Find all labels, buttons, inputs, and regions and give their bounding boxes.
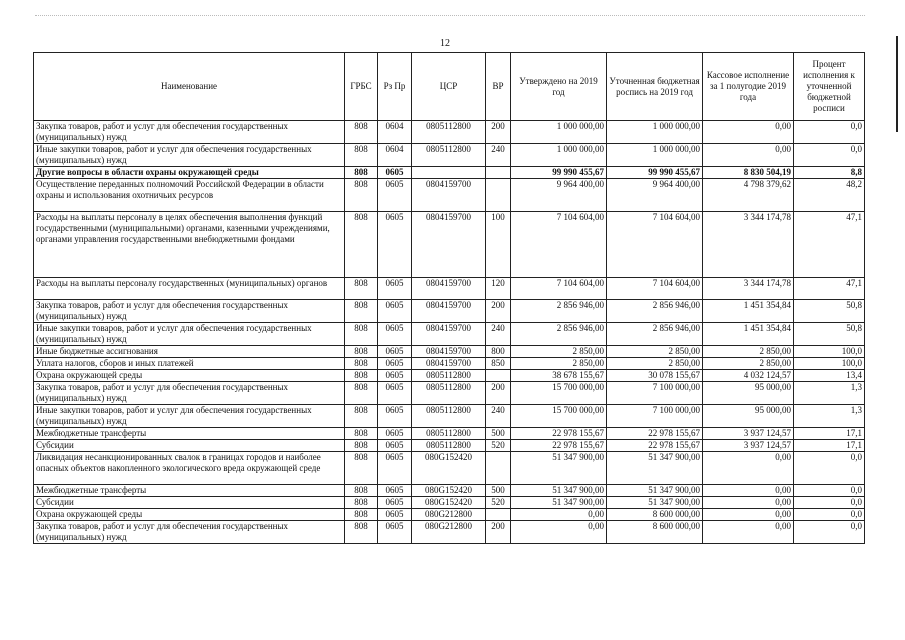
cell-cash: 95 000,00 [703, 382, 794, 405]
cell-csr: 0805112800 [412, 370, 486, 382]
page-number: 12 [440, 38, 450, 49]
table-row [34, 167, 865, 179]
cell-cash: 3 937 124,57 [703, 440, 794, 452]
budget-table [33, 52, 865, 544]
cell-percent: 47,1 [794, 212, 865, 278]
header-clarified: Уточненная бюджетная роспись на 2019 год [607, 53, 703, 121]
cell-approved: 2 850,00 [511, 358, 607, 370]
cell-percent: 0,0 [794, 521, 865, 544]
cell-clarified: 30 078 155,67 [607, 370, 703, 382]
cell-grbs: 808 [345, 440, 378, 452]
cell-rzpr: 0605 [378, 346, 412, 358]
cell-percent: 17,1 [794, 428, 865, 440]
table-row [34, 346, 865, 358]
cell-vr: 850 [486, 358, 511, 370]
cell-vr: 240 [486, 405, 511, 428]
cell-clarified: 51 347 900,00 [607, 485, 703, 497]
cell-rzpr: 0605 [378, 278, 412, 300]
cell-clarified: 7 100 000,00 [607, 405, 703, 428]
cell-rzpr: 0605 [378, 509, 412, 521]
table-row [34, 485, 865, 497]
cell-name: Межбюджетные трансферты [34, 485, 345, 497]
cell-vr: 800 [486, 346, 511, 358]
cell-csr: 080G152420 [412, 497, 486, 509]
cell-rzpr: 0605 [378, 440, 412, 452]
cell-approved: 2 850,00 [511, 346, 607, 358]
cell-grbs: 808 [345, 382, 378, 405]
cell-name: Расходы на выплаты персоналу государственных (муниципальных) органов [34, 278, 345, 300]
scan-edge-mark [896, 36, 898, 132]
cell-vr [486, 179, 511, 212]
cell-name: Закупка товаров, работ и услуг для обеспечения государственных (муниципальных) нужд [34, 121, 345, 144]
cell-percent: 1,3 [794, 382, 865, 405]
header-cash: Кассовое исполнение за 1 полугодие 2019 года [703, 53, 794, 121]
cell-grbs: 808 [345, 346, 378, 358]
table-row [34, 405, 865, 428]
cell-rzpr: 0605 [378, 521, 412, 544]
cell-clarified: 22 978 155,67 [607, 440, 703, 452]
cell-vr: 240 [486, 323, 511, 346]
cell-cash: 3 937 124,57 [703, 428, 794, 440]
cell-name: Иные бюджетные ассигнования [34, 346, 345, 358]
cell-vr: 120 [486, 278, 511, 300]
table-row [34, 428, 865, 440]
cell-percent: 0,0 [794, 452, 865, 485]
cell-rzpr: 0605 [378, 497, 412, 509]
cell-approved: 2 856 946,00 [511, 300, 607, 323]
cell-rzpr: 0605 [378, 212, 412, 278]
cell-grbs: 808 [345, 212, 378, 278]
cell-name: Охрана окружающей среды [34, 509, 345, 521]
cell-cash: 0,00 [703, 452, 794, 485]
cell-percent: 0,0 [794, 121, 865, 144]
header-name: Наименование [34, 53, 345, 121]
cell-rzpr: 0604 [378, 121, 412, 144]
cell-clarified: 7 100 000,00 [607, 382, 703, 405]
cell-clarified: 8 600 000,00 [607, 521, 703, 544]
cell-vr: 500 [486, 485, 511, 497]
cell-vr: 520 [486, 440, 511, 452]
cell-grbs: 808 [345, 497, 378, 509]
cell-cash: 95 000,00 [703, 405, 794, 428]
cell-cash: 2 850,00 [703, 346, 794, 358]
cell-vr [486, 452, 511, 485]
table-row [34, 440, 865, 452]
cell-vr: 200 [486, 300, 511, 323]
cell-csr: 080G212800 [412, 521, 486, 544]
cell-grbs: 808 [345, 521, 378, 544]
header-approved: Утверждено на 2019 год [511, 53, 607, 121]
cell-clarified: 51 347 900,00 [607, 452, 703, 485]
cell-cash: 1 451 354,84 [703, 323, 794, 346]
table-row [34, 370, 865, 382]
cell-rzpr: 0605 [378, 323, 412, 346]
cell-csr: 0805112800 [412, 428, 486, 440]
cell-percent: 100,0 [794, 346, 865, 358]
cell-clarified: 1 000 000,00 [607, 144, 703, 167]
cell-csr: 0805112800 [412, 144, 486, 167]
cell-csr: 080G152420 [412, 452, 486, 485]
header-csr: ЦСР [412, 53, 486, 121]
cell-clarified: 7 104 604,00 [607, 278, 703, 300]
table-row [34, 300, 865, 323]
cell-clarified: 22 978 155,67 [607, 428, 703, 440]
cell-name: Субсидии [34, 497, 345, 509]
cell-vr [486, 370, 511, 382]
cell-rzpr: 0605 [378, 382, 412, 405]
cell-clarified: 2 850,00 [607, 358, 703, 370]
cell-name: Закупка товаров, работ и услуг для обеспечения государственных (муниципальных) нужд [34, 521, 345, 544]
table-header-row [34, 53, 865, 121]
cell-vr: 240 [486, 144, 511, 167]
cell-grbs: 808 [345, 300, 378, 323]
cell-percent: 13,4 [794, 370, 865, 382]
cell-csr: 0804159700 [412, 212, 486, 278]
cell-cash: 0,00 [703, 144, 794, 167]
cell-rzpr: 0605 [378, 179, 412, 212]
cell-clarified: 99 990 455,67 [607, 167, 703, 179]
cell-percent: 0,0 [794, 509, 865, 521]
cell-grbs: 808 [345, 428, 378, 440]
cell-name: Иные закупки товаров, работ и услуг для обеспечения государственных (муниципальных) нужд [34, 144, 345, 167]
cell-name: Субсидии [34, 440, 345, 452]
cell-clarified: 8 600 000,00 [607, 509, 703, 521]
cell-cash: 0,00 [703, 497, 794, 509]
cell-percent: 1,3 [794, 405, 865, 428]
cell-rzpr: 0605 [378, 358, 412, 370]
cell-rzpr: 0605 [378, 300, 412, 323]
cell-rzpr: 0605 [378, 428, 412, 440]
cell-cash: 0,00 [703, 485, 794, 497]
cell-rzpr: 0605 [378, 370, 412, 382]
table-row [34, 521, 865, 544]
cell-rzpr: 0605 [378, 405, 412, 428]
cell-name: Иные закупки товаров, работ и услуг для обеспечения государственных (муниципальных) нужд [34, 405, 345, 428]
cell-clarified: 2 856 946,00 [607, 300, 703, 323]
cell-name: Ликвидация несанкционированных свалок в границах городов и наиболее опасных объектов накопленного экологического вреда окружающей среде [34, 452, 345, 485]
cell-name: Уплата налогов, сборов и иных платежей [34, 358, 345, 370]
cell-percent: 0,0 [794, 485, 865, 497]
cell-rzpr: 0605 [378, 167, 412, 179]
cell-cash: 3 344 174,78 [703, 212, 794, 278]
cell-rzpr: 0605 [378, 485, 412, 497]
cell-vr: 100 [486, 212, 511, 278]
table-row [34, 452, 865, 485]
table-row [34, 323, 865, 346]
cell-clarified: 2 850,00 [607, 346, 703, 358]
cell-grbs: 808 [345, 509, 378, 521]
header-vr: ВР [486, 53, 511, 121]
cell-csr: 0805112800 [412, 440, 486, 452]
cell-name: Расходы на выплаты персоналу в целях обеспечения выполнения функций государственными (муниципальными) органами, казенными учреждениями, органами управления государственными внебюджетными фондами [34, 212, 345, 278]
cell-csr [412, 167, 486, 179]
cell-percent: 17,1 [794, 440, 865, 452]
cell-approved: 51 347 900,00 [511, 452, 607, 485]
cell-grbs: 808 [345, 121, 378, 144]
cell-rzpr: 0605 [378, 452, 412, 485]
header-grbs: ГРБС [345, 53, 378, 121]
cell-name: Закупка товаров, работ и услуг для обеспечения государственных (муниципальных) нужд [34, 300, 345, 323]
cell-grbs: 808 [345, 323, 378, 346]
cell-approved: 51 347 900,00 [511, 485, 607, 497]
cell-clarified: 2 856 946,00 [607, 323, 703, 346]
table-row [34, 212, 865, 278]
cell-csr: 0805112800 [412, 382, 486, 405]
cell-approved: 1 000 000,00 [511, 144, 607, 167]
cell-cash: 2 850,00 [703, 358, 794, 370]
cell-cash: 0,00 [703, 121, 794, 144]
cell-csr: 0805112800 [412, 121, 486, 144]
cell-approved: 1 000 000,00 [511, 121, 607, 144]
cell-csr: 0804159700 [412, 358, 486, 370]
cell-clarified: 1 000 000,00 [607, 121, 703, 144]
cell-csr: 0804159700 [412, 300, 486, 323]
cell-approved: 0,00 [511, 521, 607, 544]
cell-csr: 0804159700 [412, 346, 486, 358]
cell-name: Иные закупки товаров, работ и услуг для обеспечения государственных (муниципальных) нужд [34, 323, 345, 346]
table-row [34, 497, 865, 509]
cell-cash: 4 032 124,57 [703, 370, 794, 382]
cell-approved: 22 978 155,67 [511, 440, 607, 452]
cell-vr [486, 167, 511, 179]
cell-name: Закупка товаров, работ и услуг для обеспечения государственных (муниципальных) нужд [34, 382, 345, 405]
cell-name: Межбюджетные трансферты [34, 428, 345, 440]
cell-csr: 0804159700 [412, 323, 486, 346]
cell-grbs: 808 [345, 278, 378, 300]
cell-clarified: 9 964 400,00 [607, 179, 703, 212]
cell-percent: 100,0 [794, 358, 865, 370]
cell-cash: 3 344 174,78 [703, 278, 794, 300]
header-percent: Процент исполнения к уточненной бюджетной росписи [794, 53, 865, 121]
table-row [34, 278, 865, 300]
cell-percent: 0,0 [794, 497, 865, 509]
cell-csr: 0804159700 [412, 179, 486, 212]
cell-grbs: 808 [345, 179, 378, 212]
header-rzpr: Рз Пр [378, 53, 412, 121]
cell-rzpr: 0604 [378, 144, 412, 167]
cell-grbs: 808 [345, 370, 378, 382]
cell-approved: 38 678 155,67 [511, 370, 607, 382]
cell-name: Охрана окружающей среды [34, 370, 345, 382]
table-row [34, 121, 865, 144]
cell-csr: 080G212800 [412, 509, 486, 521]
cell-name: Осуществление переданных полномочий Российской Федерации в области охраны и использования охотничьих ресурсов [34, 179, 345, 212]
cell-vr: 200 [486, 521, 511, 544]
cell-approved: 99 990 455,67 [511, 167, 607, 179]
table-row [34, 382, 865, 405]
cell-vr: 500 [486, 428, 511, 440]
cell-cash: 0,00 [703, 521, 794, 544]
cell-vr: 520 [486, 497, 511, 509]
cell-percent: 48,2 [794, 179, 865, 212]
cell-clarified: 51 347 900,00 [607, 497, 703, 509]
table-row [34, 509, 865, 521]
cell-name: Другие вопросы в области охраны окружающей среды [34, 167, 345, 179]
cell-percent: 0,0 [794, 144, 865, 167]
scan-border-dots [35, 15, 865, 16]
cell-cash: 4 798 379,62 [703, 179, 794, 212]
cell-csr: 0805112800 [412, 405, 486, 428]
cell-grbs: 808 [345, 405, 378, 428]
cell-approved: 51 347 900,00 [511, 497, 607, 509]
cell-cash: 0,00 [703, 509, 794, 521]
cell-percent: 50,8 [794, 300, 865, 323]
cell-grbs: 808 [345, 144, 378, 167]
cell-clarified: 7 104 604,00 [607, 212, 703, 278]
table-row [34, 179, 865, 212]
cell-approved: 22 978 155,67 [511, 428, 607, 440]
cell-approved: 7 104 604,00 [511, 278, 607, 300]
cell-approved: 9 964 400,00 [511, 179, 607, 212]
cell-grbs: 808 [345, 452, 378, 485]
cell-approved: 2 856 946,00 [511, 323, 607, 346]
cell-csr: 0804159700 [412, 278, 486, 300]
table-row [34, 358, 865, 370]
cell-grbs: 808 [345, 167, 378, 179]
cell-percent: 8,8 [794, 167, 865, 179]
cell-approved: 0,00 [511, 509, 607, 521]
cell-grbs: 808 [345, 485, 378, 497]
cell-cash: 8 830 504,19 [703, 167, 794, 179]
cell-vr [486, 509, 511, 521]
cell-approved: 15 700 000,00 [511, 382, 607, 405]
table-row [34, 144, 865, 167]
cell-csr: 080G152420 [412, 485, 486, 497]
cell-percent: 50,8 [794, 323, 865, 346]
cell-approved: 7 104 604,00 [511, 212, 607, 278]
cell-percent: 47,1 [794, 278, 865, 300]
cell-vr: 200 [486, 382, 511, 405]
cell-grbs: 808 [345, 358, 378, 370]
cell-vr: 200 [486, 121, 511, 144]
cell-cash: 1 451 354,84 [703, 300, 794, 323]
cell-approved: 15 700 000,00 [511, 405, 607, 428]
